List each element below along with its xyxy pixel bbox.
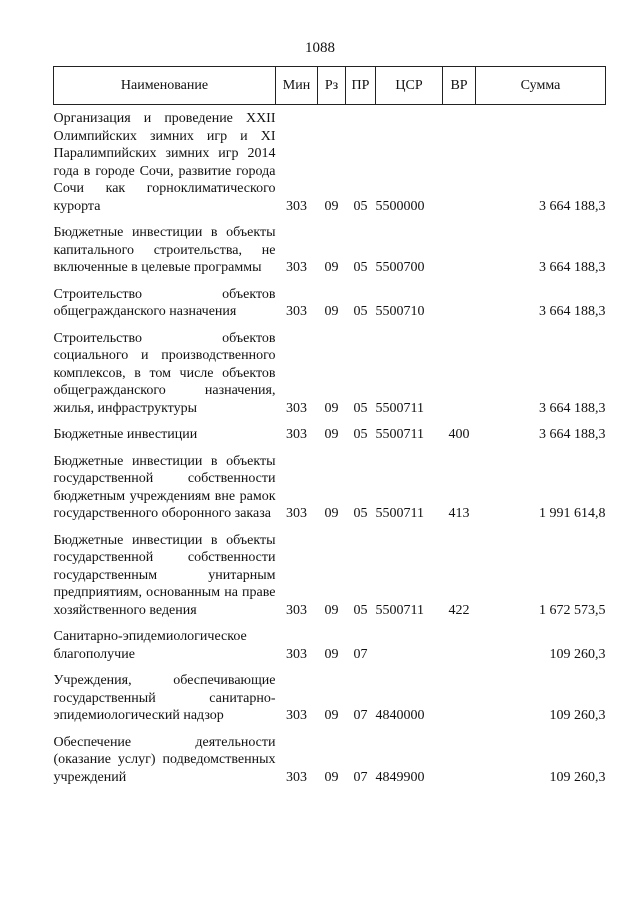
cell-pr: 07 <box>353 708 368 723</box>
cell-min: 303 <box>286 646 307 662</box>
cell-pr: 05 <box>353 304 368 319</box>
cell-csr <box>376 628 443 672</box>
cell-vr: 422 <box>448 602 470 618</box>
table-row <box>54 426 606 453</box>
cell-name: Бюджетные инвестиции в объекты капитального строительства, не включенные в целевые программы <box>53 225 276 275</box>
cell-csr: 5500700 <box>375 260 425 275</box>
cell-vr <box>443 286 476 330</box>
cell-min: 303 <box>286 708 307 723</box>
cell-rz: 09 <box>324 769 339 785</box>
cell-name: Бюджетные инвестиции в объекты государственной собственности государственным унитарным предприятиям, основанным на праве хозяйственного ведения <box>53 532 276 618</box>
cell-csr: 5500711 <box>375 602 424 618</box>
cell-rz: 09 <box>324 708 339 723</box>
table-row <box>54 453 606 532</box>
cell-vr <box>443 672 476 734</box>
cell-name: Бюджетные инвестиции <box>53 427 198 442</box>
cell-name: Организация и проведение XXII Олимпийских зимних игр и XI Паралимпийских зимних игр 2014 года в городе Сочи, развитие города Сочи как горноклиматического курорта <box>53 111 276 214</box>
cell-rz: 09 <box>324 506 339 521</box>
cell-rz: 09 <box>324 427 339 442</box>
cell-vr <box>443 628 476 672</box>
cell-sum: 109 260,3 <box>549 708 606 723</box>
cell-min: 303 <box>286 506 307 521</box>
cell-pr: 07 <box>353 646 368 662</box>
cell-sum: 3 664 188,3 <box>539 427 606 442</box>
page-number: 1088 <box>305 40 335 56</box>
table-row <box>54 105 606 225</box>
cell-rz: 09 <box>324 260 339 275</box>
table-row <box>54 672 606 734</box>
header-min: Мин <box>276 67 318 105</box>
cell-vr <box>443 105 476 225</box>
table-row <box>54 734 606 796</box>
header-pr: ПР <box>346 67 376 105</box>
cell-name: Строительство объектов социального и производственного комплексов, в том числе объектов общегражданского назначения, жилья, инфраструктуры <box>53 330 276 416</box>
cell-csr: 4840000 <box>375 708 425 723</box>
cell-csr: 4849900 <box>375 769 425 785</box>
table-row <box>54 224 606 286</box>
cell-min: 303 <box>286 602 307 618</box>
cell-pr: 07 <box>353 769 368 785</box>
cell-rz: 09 <box>324 602 339 618</box>
cell-pr: 05 <box>353 602 368 618</box>
cell-name: Санитарно-эпидемиологическое благополучие <box>53 629 247 662</box>
cell-pr: 05 <box>353 506 368 521</box>
header-rz: Рз <box>318 67 346 105</box>
cell-sum: 109 260,3 <box>549 769 606 785</box>
header-sum: Сумма <box>476 67 606 105</box>
cell-min: 303 <box>286 198 307 214</box>
cell-min: 303 <box>286 260 307 275</box>
table-row <box>54 628 606 672</box>
cell-vr <box>443 734 476 796</box>
cell-name: Бюджетные инвестиции в объекты государственной собственности бюджетным учреждениям вне рамок государственного оборонного заказа <box>53 453 276 521</box>
cell-vr: 413 <box>448 506 470 521</box>
cell-sum: 109 260,3 <box>549 646 606 662</box>
cell-sum: 1 991 614,8 <box>539 506 606 521</box>
cell-csr: 5500711 <box>375 506 424 521</box>
cell-pr: 05 <box>353 427 368 442</box>
cell-sum: 1 672 573,5 <box>539 602 606 618</box>
header-csr: ЦСР <box>376 67 443 105</box>
cell-csr: 5500710 <box>375 304 425 319</box>
cell-sum: 3 664 188,3 <box>539 400 606 416</box>
cell-min: 303 <box>286 400 307 416</box>
cell-rz: 09 <box>324 400 339 416</box>
cell-csr: 5500711 <box>375 400 424 416</box>
cell-csr: 5500000 <box>375 198 425 214</box>
cell-sum: 3 664 188,3 <box>539 198 606 214</box>
cell-pr: 05 <box>353 260 368 275</box>
cell-name: Обеспечение деятельности (оказание услуг) подведомственных учреждений <box>53 734 276 785</box>
cell-rz: 09 <box>324 646 339 662</box>
cell-sum: 3 664 188,3 <box>539 260 606 275</box>
cell-csr: 5500711 <box>375 427 424 442</box>
cell-min: 303 <box>286 769 307 785</box>
cell-vr <box>443 330 476 427</box>
cell-sum: 3 664 188,3 <box>539 304 606 319</box>
header-vr: ВР <box>443 67 476 105</box>
header-name: Наименование <box>54 67 276 105</box>
cell-pr: 05 <box>353 400 368 416</box>
cell-min: 303 <box>286 427 307 442</box>
budget-table <box>53 66 606 795</box>
cell-vr <box>443 224 476 286</box>
cell-rz: 09 <box>324 304 339 319</box>
table-row <box>54 330 606 427</box>
cell-name: Строительство объектов общегражданского назначения <box>53 286 276 319</box>
cell-min: 303 <box>286 304 307 319</box>
table-row <box>54 532 606 629</box>
cell-vr: 400 <box>448 427 470 442</box>
table-row <box>54 286 606 330</box>
table-header-row <box>54 67 606 105</box>
cell-rz: 09 <box>324 198 339 214</box>
cell-pr: 05 <box>353 198 368 214</box>
cell-name: Учреждения, обеспечивающие государственный санитарно-эпидемиологический надзор <box>53 673 276 723</box>
